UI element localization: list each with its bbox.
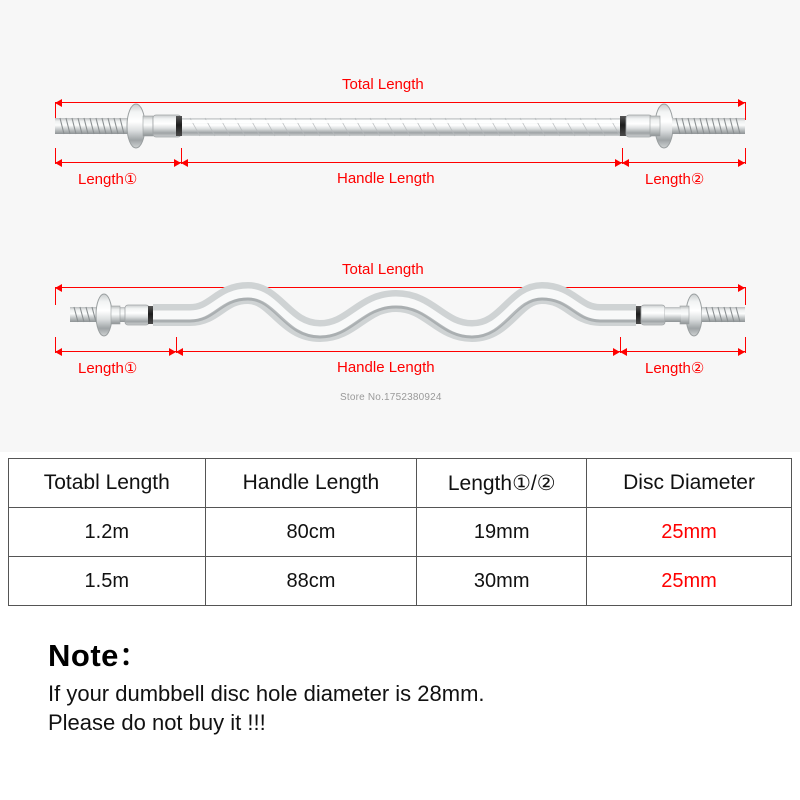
curl-total-length-label: Total Length <box>342 261 424 278</box>
straight-handle-length-label: Handle Length <box>337 170 435 187</box>
table-cell: 1.2m <box>9 508 206 557</box>
curl-right-tick-b <box>745 337 746 353</box>
curl-length1-arrow-left <box>55 348 62 356</box>
table-row <box>9 508 792 557</box>
straight-length2-label: Length② <box>645 171 705 188</box>
note-line-2: Please do not buy it !!! <box>48 710 266 735</box>
curl-length2-arrow-right <box>738 348 745 356</box>
curl-length1-label: Length① <box>78 360 138 377</box>
straight-length1-dimline <box>55 162 181 163</box>
straight-length2-dimline <box>622 162 745 163</box>
straight-handle-dimline <box>181 162 622 163</box>
curl-handle-arrow-right <box>613 348 620 356</box>
table-cell: 1.5m <box>9 557 206 606</box>
curl-length1-arrow-right <box>169 348 176 356</box>
table-header-cell: Totabl Length <box>9 459 206 508</box>
curl-handle-dimline <box>176 351 620 352</box>
curl-length2-arrow-left <box>620 348 627 356</box>
straight-length2-arrow-left <box>622 159 629 167</box>
table-cell-disc-diameter: 25mm <box>587 508 792 557</box>
spec-table <box>8 458 792 606</box>
note-title: Note： <box>48 638 151 673</box>
curl-length2-dimline <box>620 351 745 352</box>
straight-right-tick-b <box>745 148 746 164</box>
table-cell: 19mm <box>417 508 587 557</box>
table-row <box>9 557 792 606</box>
curl-bar-diagram <box>0 245 800 395</box>
store-watermark: Store No.1752380924 <box>340 392 442 403</box>
curl-handle-arrow-left <box>176 348 183 356</box>
table-header-cell: Handle Length <box>205 459 417 508</box>
table-cell: 88cm <box>205 557 417 606</box>
note-block <box>48 630 768 739</box>
table-cell: 30mm <box>417 557 587 606</box>
straight-handle-arrow-left <box>181 159 188 167</box>
straight-bar-diagram <box>0 60 800 200</box>
straight-length1-arrow-left <box>55 159 62 167</box>
straight-length2-arrow-right <box>738 159 745 167</box>
table-header-cell: Disc Diameter <box>587 459 792 508</box>
table-header-row <box>9 459 792 508</box>
curl-handle-length-label: Handle Length <box>337 359 435 376</box>
straight-total-length-label: Total Length <box>342 76 424 93</box>
table-header-cell: Length①/② <box>417 459 587 508</box>
straight-length1-arrow-right <box>174 159 181 167</box>
straight-handle-arrow-right <box>615 159 622 167</box>
curl-length1-dimline <box>55 351 176 352</box>
curl-length2-label: Length② <box>645 360 705 377</box>
table-cell-disc-diameter: 25mm <box>587 557 792 606</box>
straight-length1-label: Length① <box>78 171 138 188</box>
table-cell: 80cm <box>205 508 417 557</box>
note-line-1: If your dumbbell disc hole diameter is 28mm. <box>48 681 485 706</box>
